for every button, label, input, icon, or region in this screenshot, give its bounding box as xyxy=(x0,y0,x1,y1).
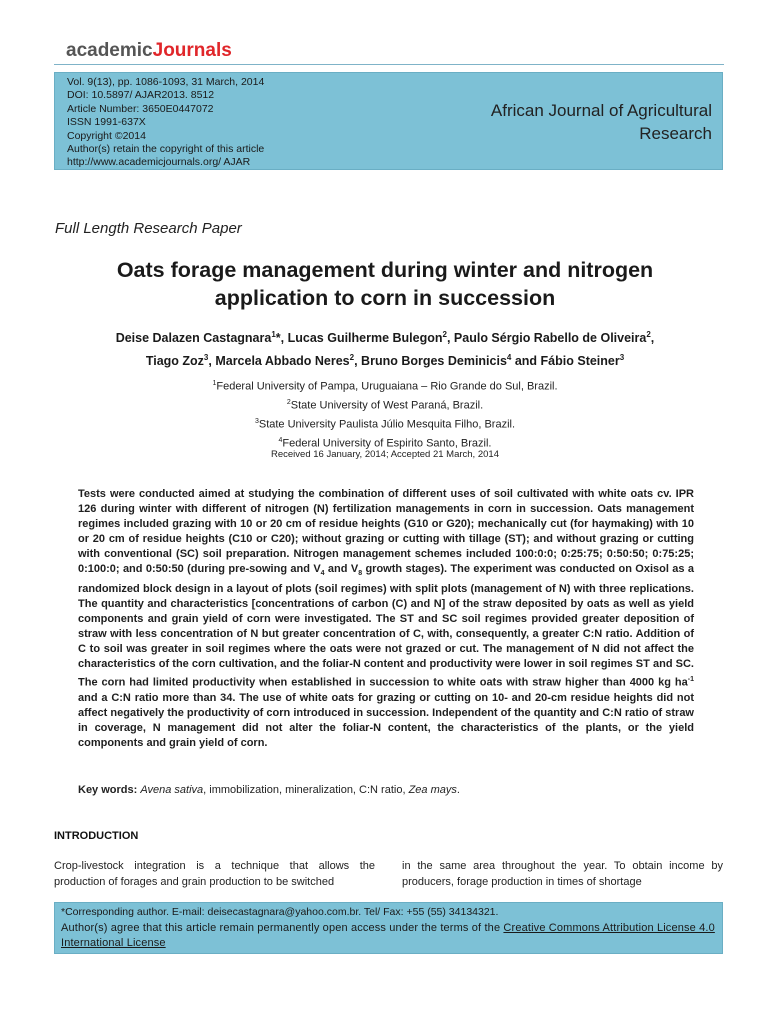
received-dates: Received 16 January, 2014; Accepted 21 March, 2014 xyxy=(271,449,499,460)
affiliation: $^3$State University Paulista Júlio Mesquita Filho, Brazil. xyxy=(254,418,516,431)
author: Paulo Sérgio Rabello de Oliveira$^2$, xyxy=(453,330,655,346)
keywords-label: Key words: xyxy=(78,784,138,796)
publisher-logo xyxy=(66,40,232,62)
title-line2: application to corn in succession xyxy=(214,286,556,310)
author: Lucas Guilherme Bulegon$^2$, xyxy=(287,330,454,346)
author-list xyxy=(40,325,730,371)
section-heading-introduction: INTRODUCTION xyxy=(54,830,139,842)
journal-name xyxy=(491,99,712,145)
intro-left-column: Crop-livestock integration is a technique that allows the production of forages and grain production to be switched xyxy=(54,860,375,888)
affiliation: $^2$State University of West Paraná, Brazil. xyxy=(286,399,484,412)
license-statement: Author(s) agree that this article remain permanently open access under the terms of the Creative Commons Attribution License 4.0 International License xyxy=(61,922,715,949)
affiliation: $^4$Federal University of Espirito Santo, Brazil. xyxy=(278,437,492,451)
author: Tiago Zoz$^3$, xyxy=(145,353,216,369)
journal-name-line1: African Journal of Agricultural xyxy=(490,101,712,120)
affiliations xyxy=(40,376,730,453)
volume-line: Vol. 9(13), pp. 1086-1093, 31 March, 2014 xyxy=(67,76,265,88)
corresponding-author-box xyxy=(54,902,723,954)
header-divider xyxy=(54,64,724,65)
corresponding-author: *Corresponding author. E-mail: deisecastagnara@yahoo.com.br. Tel/ Fax: +55 (55) 34134321. xyxy=(61,906,499,918)
paper-title xyxy=(40,256,730,312)
issn-line: ISSN 1991-637X xyxy=(67,116,146,129)
logo-text-journals: Journals xyxy=(152,40,232,61)
logo-text-academic: academic xyxy=(66,40,153,61)
affiliation: $^1$Federal University of Pampa, Uruguaiana – Rio Grande do Sul, Brazil. xyxy=(212,380,558,393)
journal-name-line2: Research xyxy=(639,124,712,143)
copyright-line: Copyright ©2014 xyxy=(67,129,146,142)
paper-type: Full Length Research Paper xyxy=(55,220,242,237)
author: Bruno Borges Deminicis$^4$ and xyxy=(361,353,541,369)
keywords: Key words: Avena sativa, immobilization, mineralization, C:N ratio, Zea mays. xyxy=(78,784,460,796)
rights-line: Author(s) retain the copyright of this article xyxy=(67,143,265,156)
author: Fábio Steiner$^3$ xyxy=(540,353,625,369)
article-info-box xyxy=(54,72,723,170)
author: Deise Dalazen Castagnara$^1$*, xyxy=(115,330,288,346)
license-link[interactable]: Creative Commons Attribution License 4.0 International License xyxy=(61,922,715,949)
article-metadata xyxy=(67,76,264,170)
journal-url-link[interactable]: http://www.academicjournals.org/ AJAR xyxy=(67,156,251,169)
intro-right-column: in the same area throughout the year. To obtain income by producers, forage production in times of shortage xyxy=(402,860,723,888)
title-line1: Oats forage management during winter and nitrogen xyxy=(116,258,654,282)
abstract: Tests were conducted aimed at studying the combination of different uses of soil cultivated with white oats cv. IPR 126 during winter with different of nitrogen (N) fertilization managements in corn in succession. Oats management regimes included grazing with 10 or 20 cm of residue heights (G10 or G20); mechanically cut (for haymaking) with 10 or 20 cm of residue heights (C10 or C20); without grazing or cutting with tillage (ST); and without grazing or cutting with conventional (SC) soil preparation. Nitrogen management schemes included 100:0:0; 0:25:75; 0:50:50; 0:75:25; 0:100:0; and 0:50:50 (during pre-sowing and $V_4$ and $V_8$ growth stages). The experiment was conducted on Oxisol as a randomized block design in a layout of plots (soil regimes) with split plots (management of N) with three replications. The quantity and characteristics [concentrations of carbon (C) and N] of the straw deposited by oats as well as yield components and grain yield of corn were investigated. The ST and SC soil regimes provided greater deposition of straw with less concentration of N but greater concentration of C, with, consequently, a greater C:N ratio. Addition of C to soil was greater in soil regimes where the oats were not grazed or cut. The management of N did not affect the characteristics of the corn cultivation, and the foliar-N content and productivity were lower in soil regimes ST and SC. The corn had limited productivity when established in succession to white oats with straw higher than 4000 kg $ha^{-1}$ and a C:N ratio more than 34. The use of white oats for grazing or cutting on 10- and 20-cm residue heights did not affect negatively the productivity of corn introduced in succession. Independent of the quantity and C:N ratio of straw in coverage, N management did not alter the foliar-N content, the characteristics of the plants, or the yield components and grain yield of corn. xyxy=(78,488,694,750)
author: Marcela Abbado Neres$^2$, xyxy=(215,353,362,369)
article-number-line: Article Number: 3650E0447072 xyxy=(67,102,214,115)
doi-line: DOI: 10.5897/ AJAR2013. 8512 xyxy=(67,89,215,102)
